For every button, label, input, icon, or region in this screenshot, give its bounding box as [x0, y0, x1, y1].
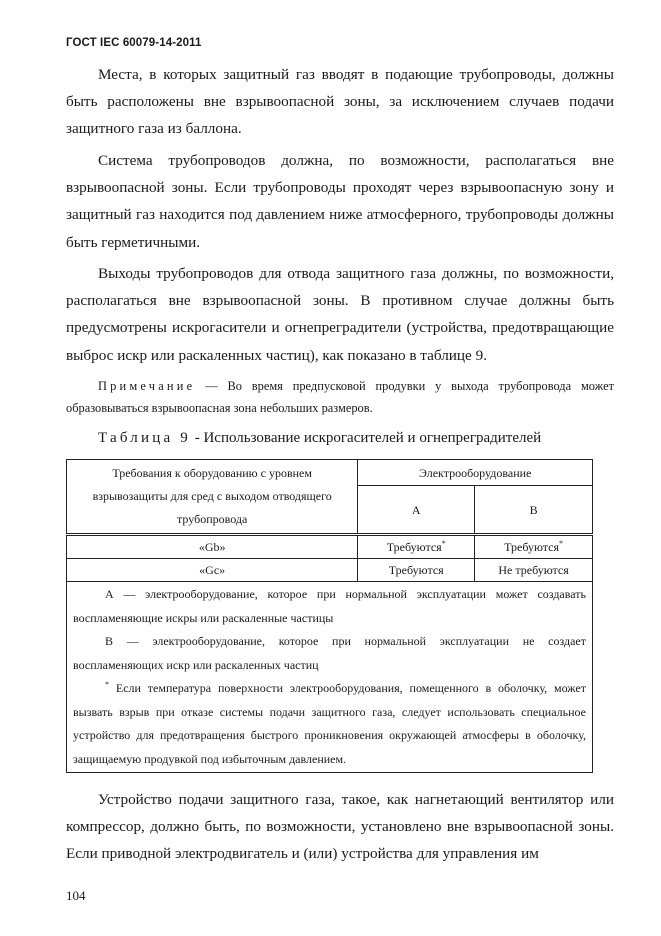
note-label: Примечание [98, 379, 196, 393]
note-dash: — [205, 379, 218, 393]
table-note-footnote-text: Если температура поверхности электрооборудования, помещенного в оболочку, может вызвать взрыв при отказе системы подачи защитного газа, следует использовать специальное устройство для предотвращения быстрого проникновения окружающей атмосферы в оболочку, защищаемую продувкой под избыточным давлением. [73, 681, 587, 766]
table-header-col-b: В [475, 486, 593, 535]
note [66, 375, 614, 419]
page-number: 104 [66, 888, 86, 903]
paragraph-2: Система трубопроводов должна, по возможности, располагаться вне взрывоопасной зоны. Если трубопроводы проходят через взрывоопасную зону и защитный газ находится под давлением ниже атмосферного, трубопроводы должны быть герметичными. [66, 152, 614, 251]
table-cell-b: Не требуются [475, 559, 593, 582]
table-caption-text: - Использование искрогасителей и огнепреградителей [194, 430, 542, 446]
footnote-mark: * [441, 539, 446, 548]
paragraph-3: Выходы трубопроводов для отвода защитного газа должны, по возможности, располагаться вне взрывоопасной зоны. В противном случае должны быть предусмотрены искрогасители и огнепреградители (устройства, предотвращающие выброс искр или раскаленных частиц), как показано в таблице 9. [66, 265, 614, 364]
note-text: Во время предпусковой продувки у выхода трубопровода может образовываться взрывоопасная зона небольших размеров. [66, 379, 614, 415]
table-cell-level: «Gb» [67, 535, 358, 559]
footnote-mark: * [105, 680, 109, 689]
table-9 [66, 459, 593, 773]
table-cell-level: «Gc» [67, 559, 358, 582]
table-row [67, 535, 593, 559]
table-caption-label: Таблица 9 [98, 430, 191, 446]
table-cell-b [475, 535, 593, 559]
table-cell-b-text: Требуются [504, 540, 560, 554]
table-caption [98, 430, 541, 447]
table-header-requirements: Требования к оборудованию с уровнем взрывозащиты для сред с выходом отводящего трубопровода [67, 460, 358, 535]
table-notes-row [67, 582, 593, 773]
table-note-b: В — электрооборудование, которое при нормальной эксплуатации не создает воспламеняющих искр или раскаленных частиц [73, 634, 586, 672]
table-cell-a-text: Требуются [386, 540, 442, 554]
table-note-a: А — электрооборудование, которое при нормальной эксплуатации может создавать воспламеняющие искры или раскаленные частицы [73, 587, 586, 625]
table-cell-a [358, 535, 475, 559]
table-note-footnote [73, 677, 586, 771]
table-notes [67, 582, 593, 773]
table-row [67, 559, 593, 582]
paragraph-1: Места, в которых защитный газ вводят в подающие трубопроводы, должны быть расположены вне взрывоопасной зоны, за исключением случаев подачи защитного газа из баллона. [66, 66, 614, 138]
paragraph-4: Устройство подачи защитного газа, такое, как нагнетающий вентилятор или компрессор, должно быть, по возможности, установлено вне взрывоопасной зоны. Если приводной электродвигатель и (или) устройства для управления им [66, 791, 614, 863]
document-header: ГОСТ IEC 60079-14-2011 [66, 37, 202, 49]
table-header-equipment: Электрооборудование [358, 460, 593, 486]
table-header-col-a: А [358, 486, 475, 535]
footnote-mark: * [559, 539, 564, 548]
table-cell-a: Требуются [358, 559, 475, 582]
